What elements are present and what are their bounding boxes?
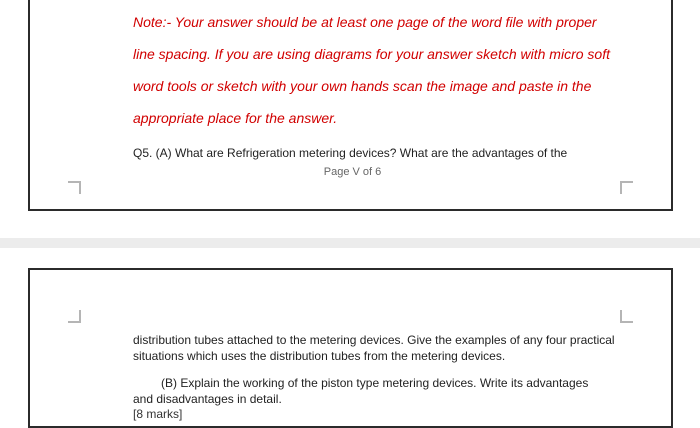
page-indicator: Page V of 6: [323, 166, 382, 178]
question-q5b: [133, 375, 628, 407]
paragraph-distribution-tubes: distribution tubes attached to the metering devices. Give the examples of any four practical situations which uses the distribution tubes from the metering devices.: [133, 333, 615, 363]
marks-line: [8 marks]: [133, 407, 183, 421]
note-line: word tools or sketch with your own hands scan the image and paste in the: [133, 78, 592, 94]
margin-corner-marker: [620, 181, 633, 194]
question-q5-line: Q5. (A) What are Refrigeration metering devices? What are the advantages of the: [133, 146, 568, 160]
page-separator: [0, 238, 700, 248]
note-text: [133, 6, 653, 134]
note-line: appropriate place for the answer.: [133, 110, 338, 126]
document-page-top: [28, 0, 673, 211]
note-line: Note:- Your answer should be at least one page of the word file with proper: [133, 14, 597, 30]
document-page-bottom: [28, 268, 673, 428]
note-line: line spacing. If you are using diagrams for your answer sketch with micro soft: [133, 46, 610, 62]
question-q5b-first-line: (B) Explain the working of the piston type metering devices. Write its advantages: [161, 376, 589, 390]
margin-corner-marker: [620, 310, 633, 323]
margin-corner-marker: [68, 310, 81, 323]
question-q5b-rest: and disadvantages in detail.: [133, 392, 282, 406]
margin-corner-marker: [68, 181, 81, 194]
